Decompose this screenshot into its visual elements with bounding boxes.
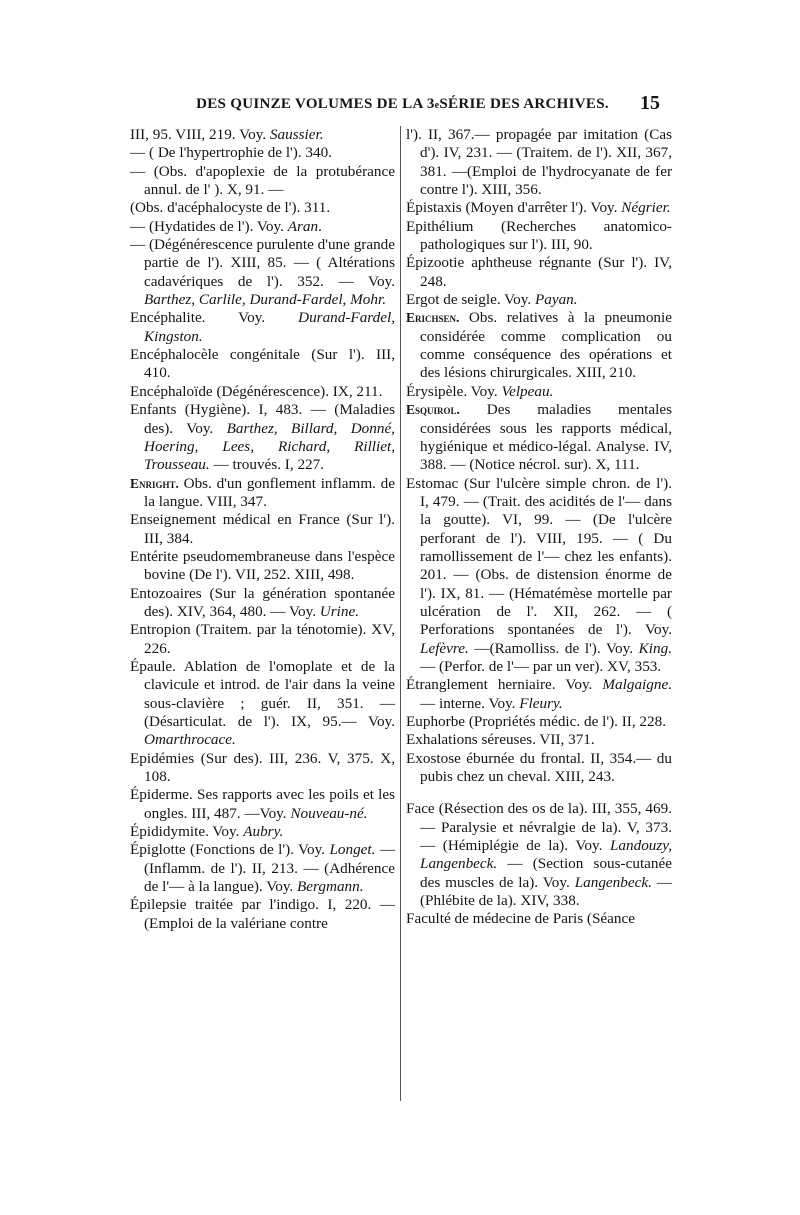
index-entry: Enseignement médical en France (Sur l'). III, 384. [130,511,395,547]
index-entry: Esquirol. Des maladies mentales considérées sous les rapports médical, hygiénique et médico-légal. Analyse. IV, 388. — (Notice nécrol. sur). X, 111. [406,401,672,474]
index-entry: Epithélium (Recherches anatomico-pathologiques sur l'). III, 90. [406,217,672,254]
index-entry: Euphorbe (Propriétés médic. de l'). II, 228. [406,713,667,730]
index-entry: Étranglement herniaire. Voy. Malgaigne. — interne. Voy. Fleury. [406,676,672,712]
index-entry: Estomac (Sur l'ulcère simple chron. de l'). I, 479. — (Trait. des acidités de l'— dans la goutte). VI, 99. — (De l'ulcère perforant de l'). VIII, 195. — ( Du ramollissement de l'— chez les enfants). 201. — (Obs. de distension énorme de l'). IX, 81. — (Hématémèse mortelle par ulcération de l'. XII, 262. — ( Perforations spontanées de l'). Voy. Lefèvre. —(Ramolliss. de l'). Voy. King. — (Perfor. de l'— par un ver). XV, 353. [406,474,672,675]
index-entry: Epidémies (Sur des). III, 236. V, 375. X, 108. [130,749,395,786]
index-entry: Erichsen. Obs. relatives à la pneumonie considérée comme complication ou comme conséquence des opérations et des lésions chirurgicales. XIII, 210. [406,309,672,382]
index-entry: Encéphaloïde (Dégénérescence). IX, 211. [130,382,383,400]
index-entry: Entérite pseudomembraneuse dans l'espèce bovine (De l'). VII, 252. XIII, 498. [130,547,395,584]
index-entry: — (Dégénérescence purulente d'une grande partie de l'). XIII, 85. — ( Altérations cadavériques de l'). 352. — Voy. Barthez, Carlile, Durand-Fardel, Mohr. [130,236,396,309]
header-title-part1: DES QUINZE VOLUMES DE LA 3 [196,96,435,112]
index-entry: Épiderme. Ses rapports avec les poils et les ongles. III, 487. —Voy. Nouveau-né. [130,786,395,822]
index-entry: Face (Résection des os de la). III, 355, 469. — Paralysie et névralgie de la). V, 373. — (Hémiplégie de la). Voy. Landouzy, Langenbeck. — (Section sous-cutanée des muscles de la). Voy. Langenbeck. — (Phlébite de la). XIV, 338. [406,800,673,910]
index-entry: — (Obs. d'apoplexie de la protubérance annul. de l' ). X, 91. — [130,162,395,199]
left-column [130,126,395,933]
index-entry: Érysipèle. Voy. Velpeau. [406,382,554,400]
header-superscript: e [434,100,440,111]
page-number: 15 [640,92,660,114]
right-column [406,126,672,929]
index-entry: Entozoaires (Sur la génération spontanée des). XIV, 364, 480. — Voy. Urine. [130,584,395,620]
index-entry: Ergot de seigle. Voy. Payan. [406,291,578,309]
index-entry: Épistaxis (Moyen d'arrêter l'). Voy. Négrier. [406,199,671,217]
index-entry: Exostose éburnée du frontal. II, 354.— du pubis chez un cheval. XIII, 243. [406,749,672,786]
index-entry: Épilepsie traitée par l'indigo. I, 220. — (Emploi de la valériane contre [130,896,395,932]
index-entry: — ( De l'hypertrophie de l'). 340. [130,144,333,162]
index-entry: (Obs. d'acéphalocyste de l'). 311. [130,199,331,217]
column-divider [400,126,401,1101]
index-entry: Épiglotte (Fonctions de l'). Voy. Longet. — (Inflamm. de l'). II, 213. — (Adhérence de l'— à la langue). Voy. Bergmann. [130,841,396,896]
index-entry: Entropion (Traitem. par la ténotomie). XV, 226. [130,621,395,657]
index-entry: Encéphalocèle congénitale (Sur l'). III, 410. [130,346,395,382]
index-entry: Enfants (Hygiène). I, 483. — (Maladies des). Voy. Barthez, Billard, Donné, Hoering, Lees, Richard, Rilliet, Trousseau. — trouvés. I, 227. [130,401,395,474]
index-entry: Épizootie aphtheuse régnante (Sur l'). IV, 248. [406,254,672,290]
index-entry: Exhalations séreuses. VII, 371. [406,731,595,749]
index-entry: Faculté de médecine de Paris (Séance [406,910,635,928]
index-entry: Épididymite. Voy. Aubry. [130,823,284,841]
index-entry: Épaule. Ablation de l'omoplate et de la clavicule et introd. de l'air dans la veine sous-clavière ; guér. II, 351. — (Désarticulat. de l'). IX, 95.— Voy. Omarthrocace. [130,657,395,749]
header-title-part2: SÉRIE DES ARCHIVES. [439,96,609,112]
index-entry: III, 95. VIII, 219. Voy. Saussier. [130,126,324,143]
index-entry: Encéphalite. Voy. Durand-Fardel, Kingston. [130,309,395,345]
index-entry: l'). II, 367.— propagée par imitation (Cas d'). IV, 231. — (Traitem. de l'). XII, 367, 381. —(Emploi de l'hydrocyanate de fer contre l'). XIII, 356. [406,126,672,199]
index-entry: — (Hydatides de l'). Voy. Aran. [130,217,322,235]
running-header [145,96,660,113]
index-entry: Enright. Obs. d'un gonflement inflamm. de la langue. VIII, 347. [130,474,395,510]
